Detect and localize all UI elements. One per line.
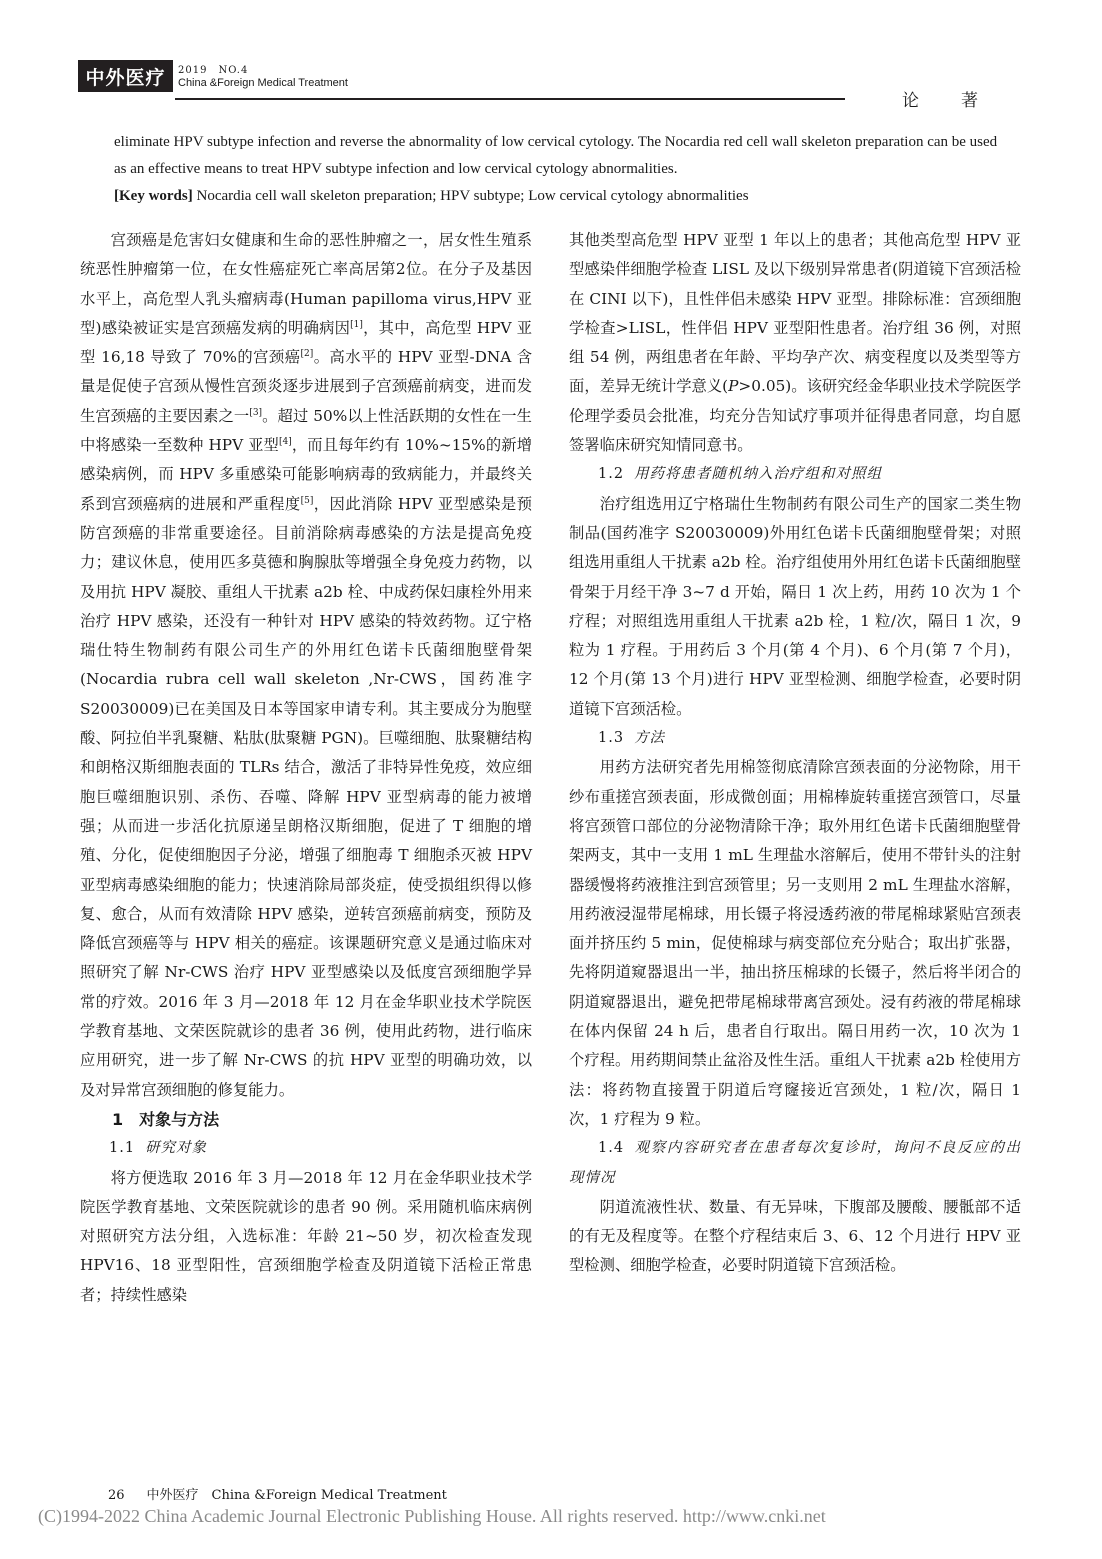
header-rule xyxy=(175,98,845,100)
ref-4: [4] xyxy=(278,436,292,447)
ref-3: [3] xyxy=(249,407,263,418)
left-column xyxy=(80,226,532,1310)
heading-1-3: 1.3 方法 xyxy=(598,730,666,747)
heading-1-2: 1.2 用药将患者随机纳入治疗组和对照组 xyxy=(598,466,883,483)
page-number: 26 xyxy=(108,1488,125,1503)
abstract-block xyxy=(114,129,999,210)
section-1-1-continued: 其他类型高危型 HPV 亚型 1 年以上的患者；其他高危型 HPV 亚型感染伴细胞学检查 LISL 及以下级别异常患者(阴道镜下宫颈活检在 CINI 以下)，且性伴侣未感染 HPV 亚型。排除标准：宫颈细胞学检查>LISL，性伴侣 HPV 亚型阳性患者。治疗组 36 例，对照组 54 例，两组患者在年龄、平均孕产次、病变程度以及类型等方面，差异无统计学意义(P>0.05)。该研究经金华职业技术学院医学伦理学委员会批准，均充分告知试疗事项并征得患者同意，均自愿签署临床研究知情同意书。 xyxy=(569,231,1021,455)
keywords-label: [Key words] xyxy=(114,188,193,204)
issue-number: 2019 NO.4 xyxy=(178,65,249,76)
heading-1: 1 对象与方法 xyxy=(112,1109,220,1129)
heading-1-4: 1.4 观察内容研究者在患者每次复诊时，询问不良反应的出现情况 xyxy=(569,1140,1021,1186)
keywords-text: Nocardia cell wall skeleton preparation; HPV subtype; Low cervical cytology abnormalities xyxy=(196,188,749,204)
intro-paragraph: 宫颈癌是危害妇女健康和生命的恶性肿瘤之一，居女性生殖系统恶性肿瘤第一位，在女性癌症死亡率高居第2位。在分子及基因水平上，高危型人乳头瘤病毒(Human papilloma virus,HPV 亚型)感染被证实是宫颈癌发病的明确病因[1]，其中，高危型 HPV 亚型 16,18 导致了 70%的宫颈癌[2]。高水平的 HPV 亚型-DNA 含量是促使子宫颈从慢性宫颈炎逐步进展到子宫颈癌前病变，进而发生宫颈癌的主要因素之一[3]。超过 50%以上性活跃期的女性在一生中将感染一至数种 HPV 亚型[4]，而且每年约有 10%~15%的新增感染病例，而 HPV 多重感染可能影响病毒的致病能力，并最终关系到宫颈癌病的进展和严重程度[5]，因此消除 HPV 亚型感染是预防宫颈癌的非常重要途径。目前消除病毒感染的方法是提高免疫力；建议休息，使用匹多莫德和胸腺肽等增强全身免疫力药物，以及用抗 HPV 凝胶、重组人干扰素 a2b 栓、中成药保妇康栓外用来治疗 HPV 感染，还没有一种针对 HPV 感染的特效药物。辽宁格瑞仕特生物制药有限公司生产的外用红色诺卡氏菌细胞壁骨架(Nocardia rubra cell wall skeleton ,Nr-CWS，国药准字 S20030009)已在美国及日本等国家申请专利。其主要成分为胞壁酸、阿拉伯半乳聚糖、粘肽(肽聚糖 PGN)。巨噬细胞、肽聚糖结构和朗格汉斯细胞表面的 TLRs 结合，激活了非特异性免疫，效应细胞巨噬细胞识别、杀伤、吞噬、降解 HPV 亚型病毒的能力被增强；从而进一步活化抗原递呈朗格汉斯细胞，促进了 T 细胞的增殖、分化，促使细胞因子分泌，增强了细胞毒 T 细胞杀灭被 HPV 亚型病毒感染细胞的能力；快速消除局部炎症，使受损组织得以修复、愈合，从而有效清除 HPV 感染，逆转宫颈癌前病变，预防及降低宫颈癌等与 HPV 相关的癌症。该课题研究意义是通过临床对照研究了解 Nr-CWS 治疗 HPV 亚型感染以及低度宫颈细胞学异常的疗效。2016 年 3 月—2018 年 12 月在金华职业技术学院医学教育基地、文荣医院就诊的患者 36 例，使用此药物，进行临床应用研究，进一步了解 Nr-CWS 的抗 HPV 亚型的明确功效，以及对异常宫颈细胞的修复能力。 xyxy=(80,231,532,1099)
abstract-continuation: eliminate HPV subtype infection and reverse the abnormality of low cervical cytology. The Nocardia red cell wall skeleton preparation can be used as an effective means to treat HPV subtype infection and low cervical cytology abnormalities. xyxy=(114,134,998,177)
section-1-3-text: 用药方法研究者先用棉签彻底清除宫颈表面的分泌物除，用干纱布重搓宫颈表面，形成微创面；用棉棒旋转重搓宫颈管口，尽量将宫颈管口部位的分泌物清除干净；取外用红色诺卡氏菌细胞壁骨架两支，其中一支用 1 mL 生理盐水溶解后，使用不带针头的注射器缓慢将药液推注到宫颈管里；另一支则用 2 mL 生理盐水溶解，用药液浸湿带尾棉球，用长镊子将浸透药液的带尾棉球紧贴宫颈表面并挤压约 5 min，促使棉球与病变部位充分贴合；取出扩张器，先将阴道窥器退出一半，抽出挤压棉球的长镊子，然后将半闭合的阴道窥器退出，避免把带尾棉球带离宫颈处。浸有药液的带尾棉球在体内保留 24 h 后，患者自行取出。隔日用药一次，10 次为 1 个疗程。用药期间禁止盆浴及性生活。重组人干扰素 a2b 栓使用方法：将药物直接置于阴道后穹窿接近宫颈处，1 粒/次，隔日 1 次，1 疗程为 9 粒。 xyxy=(569,758,1021,1128)
heading-1-1: 1.1 研究对象 xyxy=(109,1140,208,1157)
section-1-1-text: 将方便选取 2016 年 3 月—2018 年 12 月在金华职业技术学院医学教育基地、文荣医院就诊的患者 90 例。采用随机临床病例对照研究方法分组，入选标准：年龄 21~50 岁，初次检查发现 HPV16、18 亚型阳性，宫颈细胞学检查及阴道镜下活检正常患者；持续性感染 xyxy=(80,1168,532,1304)
section-1-2-text: 治疗组选用辽宁格瑞仕生物制药有限公司生产的国家二类生物制品(国药准字 S20030009)外用红色诺卡氏菌细胞壁骨架；对照组选用重组人干扰素 a2b 栓。治疗组使用外用红色诺卡氏菌细胞壁骨架于月经干净 3~7 d 开始，隔日 1 次上药，用药 10 次为 1 个疗程；对照组选用重组人干扰素 a2b 栓，1 粒/次，隔日 1 次，9 粒为 1 疗程。于用药后 3 个月(第 4 个月)、6 个月(第 7 个月)，12 个月(第 13 个月)进行 HPV 亚型检测、细胞学检查，必要时阴道镜下宫颈活检。 xyxy=(569,494,1021,718)
ref-1: [1] xyxy=(350,319,363,330)
keywords-line xyxy=(114,183,999,210)
ref-2: [2] xyxy=(300,349,314,360)
right-column xyxy=(569,226,1021,1281)
journal-logo: 中外医疗 xyxy=(78,60,173,92)
ref-5: [5] xyxy=(300,495,314,506)
footer-journal: 中外医疗 China &Foreign Medical Treatment xyxy=(146,1488,447,1503)
section-1-4-text: 阴道流液性状、数量、有无异味，下腹部及腰酸、腰骶部不适的有无及程度等。在整个疗程结束后 3、6、12 个月进行 HPV 亚型检测、细胞学检查，必要时阴道镜下宫颈活检。 xyxy=(569,1197,1021,1275)
journal-name-en: China &Foreign Medical Treatment xyxy=(178,77,348,89)
copyright-notice: (C)1994-2022 China Academic Journal Electronic Publishing House. All rights reserved. http://www.cnki.net xyxy=(38,1506,826,1526)
section-label: 论著 xyxy=(902,91,1020,111)
page-footer xyxy=(108,1484,447,1503)
